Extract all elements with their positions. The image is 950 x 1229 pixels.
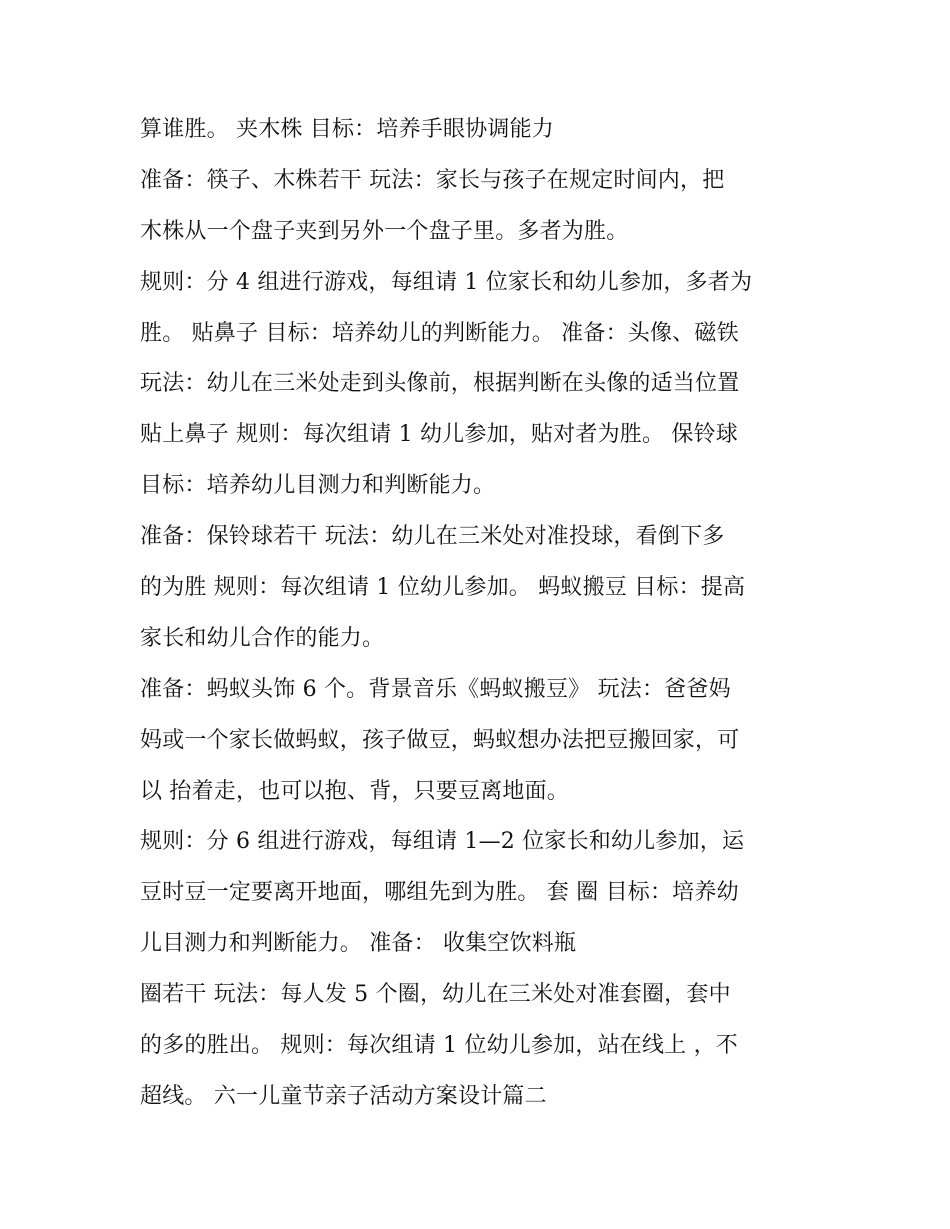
text-line: 算谁胜。 夹木株 目标：培养手眼协调能力	[140, 117, 554, 142]
text-line: 准备：筷子、木株若干 玩法：家长与孩子在规定时间内，把	[140, 167, 725, 193]
text-line: 家长和幼儿合作的能力。	[140, 625, 385, 651]
text-line: 木株从一个盘子夹到另外一个盘子里。多者为胜。	[140, 218, 629, 244]
text-line: 的多的胜出。 规则：每次组请 1 位幼儿参加，站在线上 ，不	[140, 1033, 738, 1059]
body-text	[140, 105, 830, 1123]
text-line: 儿目测力和判断能力。 准备： 收集空饮料瓶	[140, 931, 577, 957]
text-line: 准备：保铃球若干 玩法：幼儿在三米处对准投球，看倒下多	[140, 524, 725, 550]
text-line: 玩法：幼儿在三米处走到头像前，根据判断在头像的适当位置	[140, 371, 740, 397]
text-line: 超线。 六一儿童节亲子活动方案设计篇二	[140, 1083, 547, 1109]
text-line: 准备：蚂蚁头饰 6 个。背景音乐《蚂蚁搬豆》 玩法：爸爸妈	[140, 676, 731, 702]
text-line: 胜。 贴鼻子 目标：培养幼儿的判断能力。 准备：头像、磁铁	[140, 320, 739, 346]
text-line: 规则：分 4 组进行游戏，每组请 1 位家长和幼儿参加，多者为	[140, 269, 753, 295]
text-line: 规则：分 6 组进行游戏，每组请 1—2 位家长和幼儿参加，运	[140, 829, 745, 855]
text-line: 妈或一个家长做蚂蚁，孩子做豆，蚂蚁想办法把豆搬回家，可	[140, 727, 740, 753]
text-line: 豆时豆一定要离开地面，哪组先到为胜。 套 圈 目标：培养幼	[140, 880, 739, 906]
text-line: 目标：培养幼儿目测力和判断能力。	[140, 473, 496, 499]
text-line: 的为胜 规则：每次组请 1 位幼儿参加。 蚂蚁搬豆 目标：提高	[140, 575, 746, 601]
text-line: 贴上鼻子 规则：每次组请 1 幼儿参加，贴对者为胜。 保铃球	[140, 422, 738, 448]
text-line: 圈若干 玩法：每人发 5 个圈，幼儿在三米处对准套圈，套中	[140, 982, 731, 1008]
text-line: 以 抬着走，也可以抱、背，只要豆离地面。	[140, 778, 569, 804]
